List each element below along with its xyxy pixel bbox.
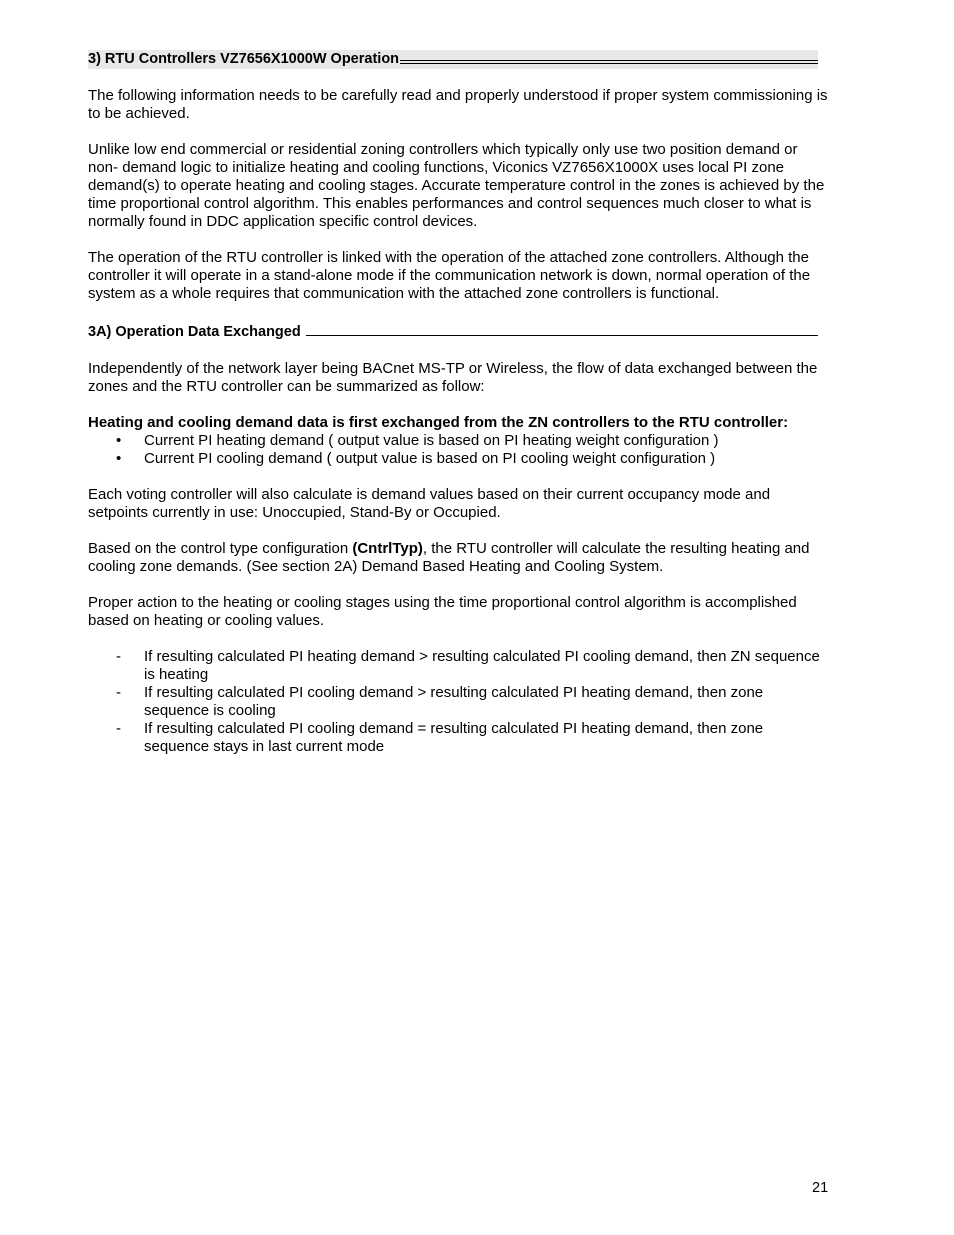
heading-rule (306, 335, 818, 336)
dash-marker: - (116, 684, 121, 701)
sequence-dash-list (88, 648, 830, 756)
list-item-text: Current PI cooling demand ( output value is based on PI cooling weight configuration ) (144, 450, 716, 467)
list-item (88, 432, 830, 450)
stages-paragraph: Proper action to the heating or cooling stages using the time proportional control algorithm is accomplished based on heating or cooling values. (88, 594, 797, 629)
dash-marker: - (116, 720, 121, 737)
section-heading-data-exchanged (88, 323, 818, 342)
network-paragraph: The operation of the RTU controller is linked with the operation of the attached zone controllers. Although the controller it will operate in a stand-alone mode if the communication network is down, normal operation of the system as a whole requires that communication with the attached zone controllers is functional. (88, 249, 811, 302)
pi-demand-paragraph: Unlike low end commercial or residential zoning controllers which typically only use two position demand or non- demand logic to initialize heating and cooling functions, Viconics VZ7656X1000X uses local PI zone demand(s) to operate heating and cooling stages. Accurate temperature control in the zones is achieved by the time proportional control algorithm. This enables performances and control sequences much closer to what is normally found in DDC application specific control devices. (88, 141, 825, 230)
intro-paragraph: The following information needs to be carefully read and properly understood if proper system commissioning is to be achieved. (88, 87, 828, 122)
list-item-text: If resulting calculated PI heating demand > resulting calculated PI cooling demand, then ZN sequence is heating (144, 648, 820, 683)
demand-exchange-lead: Heating and cooling demand data is first exchanged from the ZN controllers to the RTU controller: (88, 414, 789, 431)
control-type-paragraph (88, 540, 830, 576)
bullet-marker: • (116, 450, 122, 467)
control-type-text-end: , the RTU controller will calculate the resulting heating and cooling zone demands. (See section 2A) Demand Based Heating and Cooling System. (88, 540, 810, 575)
voting-paragraph: Each voting controller will also calculate is demand values based on their current occupancy mode and setpoints currently in use: Unoccupied, Stand-By or Occupied. (88, 486, 771, 521)
subsection-heading-text: 3A) Operation Data Exchanged (88, 324, 301, 340)
list-item (88, 648, 830, 684)
heading-rule (400, 60, 818, 64)
section-heading-text: 3) RTU Controllers VZ7656X1000W Operation (88, 51, 400, 67)
list-item-text: If resulting calculated PI cooling demand = resulting calculated PI heating demand, then zone sequence stays in last current mode (144, 720, 764, 755)
page-number: 21 (812, 1180, 829, 1196)
list-item (88, 720, 830, 756)
document-page (88, 50, 830, 756)
dash-marker: - (116, 648, 121, 665)
list-item (88, 684, 830, 720)
data-flow-paragraph: Independently of the network layer being BACnet MS-TP or Wireless, the flow of data exchanged between the zones and the RTU controller can be summarized as follow: (88, 360, 818, 395)
bullet-marker: • (116, 432, 122, 449)
section-heading-rtu-operation (88, 50, 818, 69)
list-item-text: If resulting calculated PI cooling demand > resulting calculated PI heating demand, then zone sequence is cooling (144, 684, 764, 719)
list-item (88, 450, 830, 468)
control-type-parameter: (CntrlTyp) (352, 540, 423, 557)
demand-bullet-list (88, 432, 830, 468)
list-item-text: Current PI heating demand ( output value is based on PI heating weight configuration ) (144, 432, 719, 449)
control-type-text-start: Based on the control type configuration (88, 540, 353, 557)
